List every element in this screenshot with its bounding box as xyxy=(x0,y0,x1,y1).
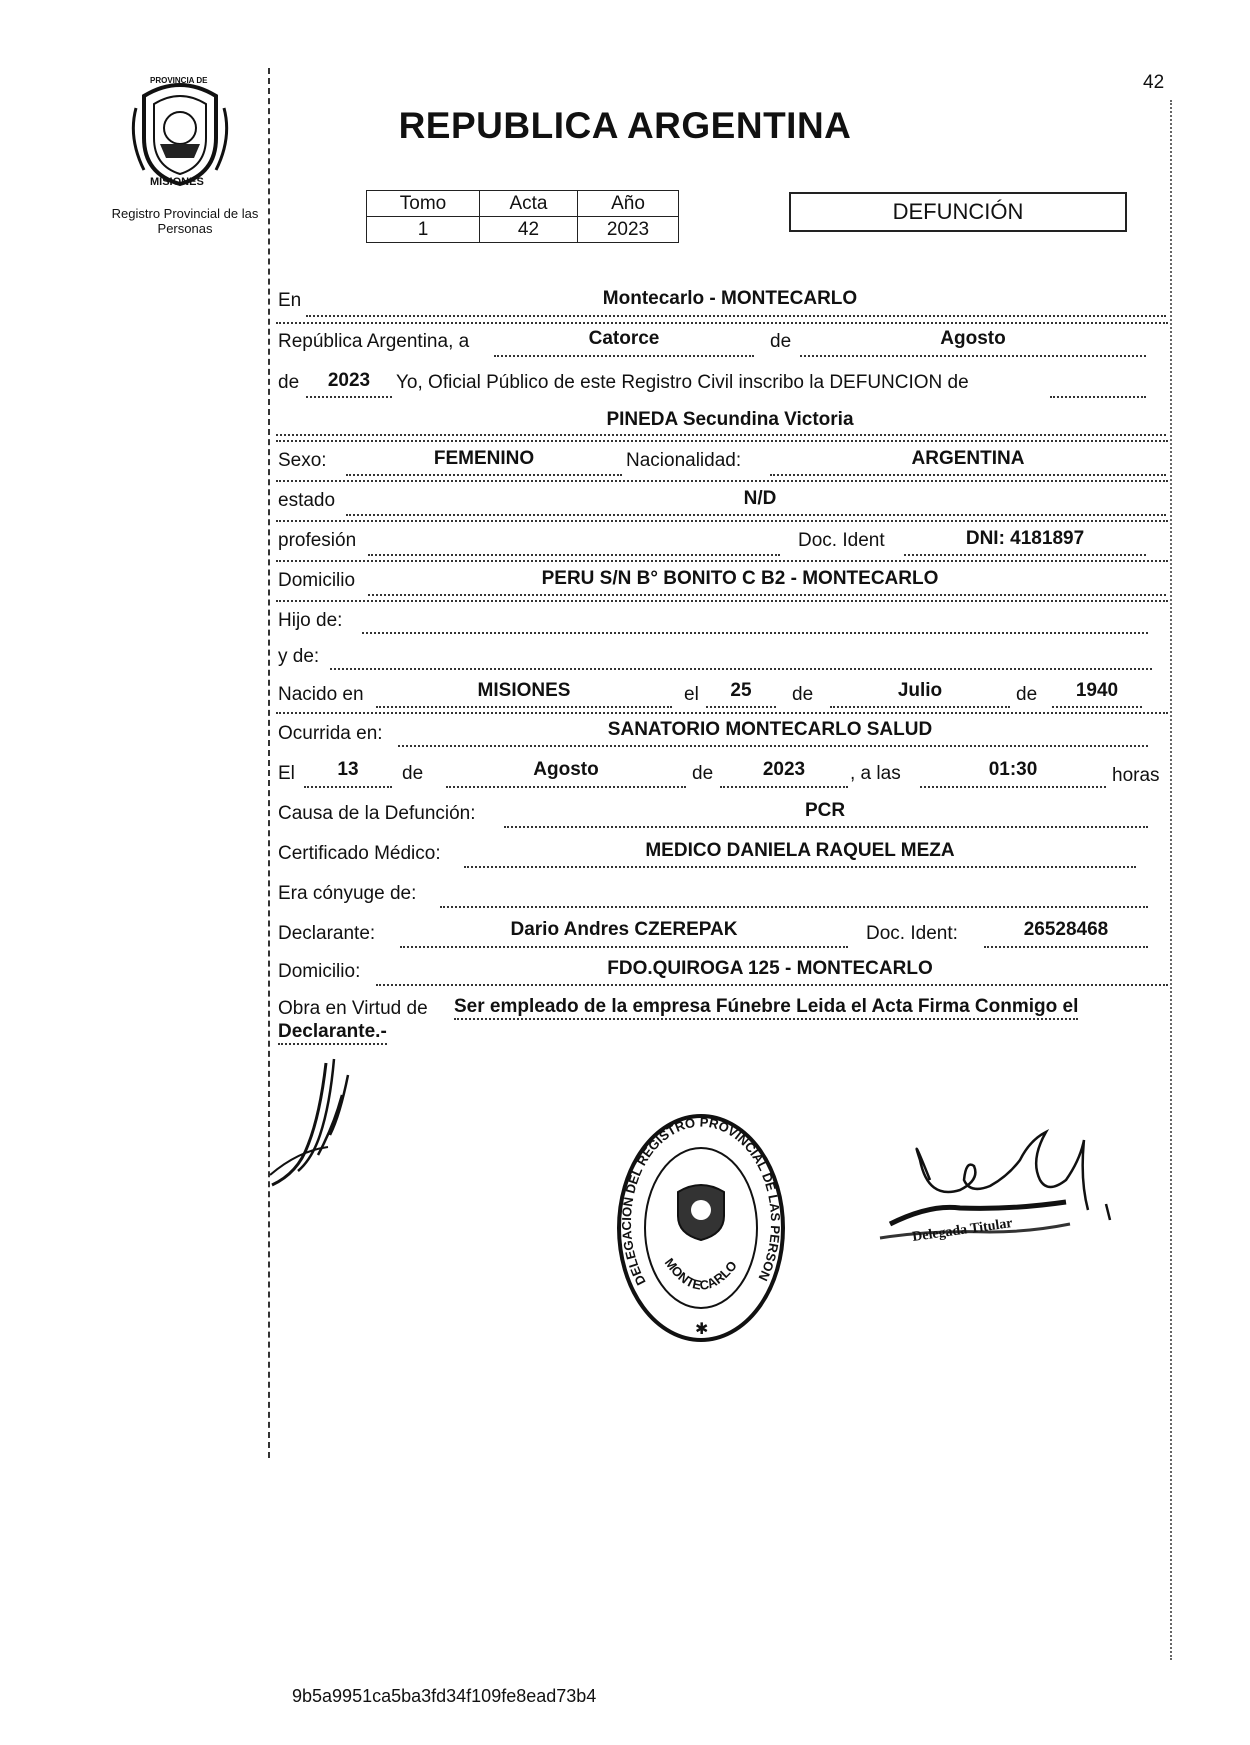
official-signature xyxy=(870,1120,1150,1270)
causa-label: Causa de la Defunción: xyxy=(278,803,476,824)
left-margin-line xyxy=(268,68,270,1458)
acta-header: Acta xyxy=(480,191,578,217)
delegation-seal xyxy=(616,1112,786,1344)
ocurrida-label: Ocurrida en: xyxy=(278,723,383,744)
doc-ident-value: DNI: 4181897 xyxy=(965,528,1085,549)
en-dots xyxy=(306,315,1166,317)
domicilio-dots xyxy=(368,594,1166,596)
en-label: En xyxy=(278,290,302,311)
obra-value-2: Declarante.- xyxy=(278,1021,387,1045)
seal-star-icon: ✱ xyxy=(695,1321,709,1338)
logo-bottom-text: MISIONES xyxy=(150,176,204,188)
nacido-dia-value: 25 xyxy=(730,680,752,701)
seal-inner-text: MONTECARLO xyxy=(661,1255,740,1293)
hijo-dots xyxy=(362,632,1148,634)
year-prefix-label: de xyxy=(278,372,300,393)
muerte-dia-value: 13 xyxy=(337,759,359,780)
anio-value: 2023 xyxy=(578,217,679,243)
declarante-value: Dario Andres CZEREPAK xyxy=(510,919,738,940)
logo-top-text: PROVINCIA DE xyxy=(150,76,208,85)
row-separator xyxy=(276,440,1168,442)
obra-label: Obra en Virtud de xyxy=(278,998,428,1019)
sexo-value: FEMENINO xyxy=(433,448,535,469)
sexo-dots xyxy=(346,474,622,476)
el-label-2: El xyxy=(278,763,295,784)
domicilio-label: Domicilio xyxy=(278,570,356,591)
inscribo-dots xyxy=(1050,396,1146,398)
muerte-dia-dots xyxy=(304,786,392,788)
sexo-label: Sexo: xyxy=(278,450,327,471)
domicilio2-label: Domicilio: xyxy=(278,961,361,982)
obra-value: Ser empleado de la empresa Fúnebre Leida el Acta Firma Conmigo el xyxy=(454,996,1078,1020)
anio-header: Año xyxy=(578,191,679,217)
month-dots xyxy=(800,355,1146,357)
tomo-value: 1 xyxy=(367,217,480,243)
estado-dots xyxy=(346,514,1166,516)
deceased-name: PINEDA Secundina Victoria xyxy=(606,409,854,430)
document-hash: 9b5a9951ca5ba3fd34f109fe8ead73b4 xyxy=(292,1686,597,1706)
right-margin-ticks xyxy=(1170,100,1172,1660)
row-separator xyxy=(276,480,1168,482)
day-dots xyxy=(494,355,754,357)
muerte-mes-value: Agosto xyxy=(533,759,599,780)
nacido-anio-dots xyxy=(1052,706,1142,708)
declarante-label: Declarante: xyxy=(278,923,376,944)
de-label: de xyxy=(770,331,792,352)
row-separator xyxy=(276,322,1168,324)
el-label: el xyxy=(684,684,699,705)
name-dots xyxy=(276,434,1166,436)
en-value: Montecarlo - MONTECARLO xyxy=(602,288,858,309)
horas-label: horas xyxy=(1112,765,1160,786)
hijo-label: Hijo de: xyxy=(278,610,343,631)
y-de-label: y de: xyxy=(278,646,320,667)
y-de-dots xyxy=(330,668,1152,670)
certificado-dots xyxy=(464,866,1136,868)
acta-value: 42 xyxy=(480,217,578,243)
republica-label: República Argentina, a xyxy=(278,331,470,352)
inscribo-text: Yo, Oficial Público de este Registro Civil inscribo la DEFUNCION de xyxy=(396,372,969,393)
de-label-3: de xyxy=(1016,684,1038,705)
ocurrida-value: SANATORIO MONTECARLO SALUD xyxy=(607,719,933,740)
de-label-2: de xyxy=(792,684,814,705)
muerte-anio-value: 2023 xyxy=(762,759,806,780)
doc-ident-dots xyxy=(904,554,1146,556)
conyuge-label: Era cónyuge de: xyxy=(278,883,417,904)
nacionalidad-label: Nacionalidad: xyxy=(626,450,742,471)
record-table xyxy=(366,190,679,243)
declarante-dots xyxy=(400,946,848,948)
nacido-dia-dots xyxy=(706,706,776,708)
record-type-box: DEFUNCIÓN xyxy=(789,192,1127,232)
muerte-hora-value: 01:30 xyxy=(988,759,1038,780)
a-las-label: , a las xyxy=(850,763,901,784)
domicilio2-dots xyxy=(376,984,1168,986)
certificado-value: MEDICO DANIELA RAQUEL MEZA xyxy=(645,840,955,861)
declarante-doc-value: 26528468 xyxy=(1023,919,1109,940)
domicilio-value: PERU S/N B° BONITO C B2 - MONTECARLO xyxy=(541,568,939,589)
muerte-hora-dots xyxy=(920,786,1106,788)
row-separator xyxy=(276,712,1168,714)
nacido-lugar-dots xyxy=(376,706,672,708)
nacido-mes-dots xyxy=(830,706,1010,708)
seal-outer-text: DELEGACION DEL REGISTRO PROVINCIAL DE LAS PERSON xyxy=(618,1114,784,1288)
row-separator xyxy=(276,560,1168,562)
nacido-mes-value: Julio xyxy=(897,680,943,701)
nacido-lugar-value: MISIONES xyxy=(477,680,571,701)
svg-text:MONTECARLO xyxy=(662,1255,740,1293)
certificado-label: Certificado Médico: xyxy=(278,843,441,864)
ocurrida-dots xyxy=(398,745,1148,747)
tomo-header: Tomo xyxy=(367,191,480,217)
nacionalidad-value: ARGENTINA xyxy=(911,448,1025,469)
day-words-value: Catorce xyxy=(588,328,660,349)
causa-value: PCR xyxy=(804,800,846,821)
page-number: 42 xyxy=(1143,72,1165,93)
muerte-anio-dots xyxy=(720,786,848,788)
month-value: Agosto xyxy=(940,328,1006,349)
profesion-dots xyxy=(368,554,780,556)
nacido-anio-value: 1940 xyxy=(1075,680,1119,701)
de-label-5: de xyxy=(692,763,714,784)
registry-name: Registro Provincial de las Personas xyxy=(111,206,259,236)
de-label-4: de xyxy=(402,763,424,784)
profesion-label: profesión xyxy=(278,530,357,551)
muerte-mes-dots xyxy=(446,786,686,788)
estado-label: estado xyxy=(278,490,336,511)
declarante-doc-dots xyxy=(984,946,1148,948)
nacido-label: Nacido en xyxy=(278,684,364,705)
conyuge-dots xyxy=(440,906,1148,908)
causa-dots xyxy=(504,826,1148,828)
year-dots xyxy=(306,396,392,398)
domicilio2-value: FDO.QUIROGA 125 - MONTECARLO xyxy=(607,958,933,979)
doc-ident-label: Doc. Ident xyxy=(798,530,885,551)
estado-value: N/D xyxy=(743,488,777,509)
official-stamp-text: Delegada Titular xyxy=(911,1216,1014,1245)
page-title: REPUBLICA ARGENTINA xyxy=(398,105,852,146)
row-separator xyxy=(276,600,1168,602)
row-separator xyxy=(276,520,1168,522)
declarante-signature xyxy=(268,1055,388,1195)
nacionalidad-dots xyxy=(770,474,1166,476)
declarante-doc-label: Doc. Ident: xyxy=(866,923,958,944)
year-value: 2023 xyxy=(327,370,371,391)
